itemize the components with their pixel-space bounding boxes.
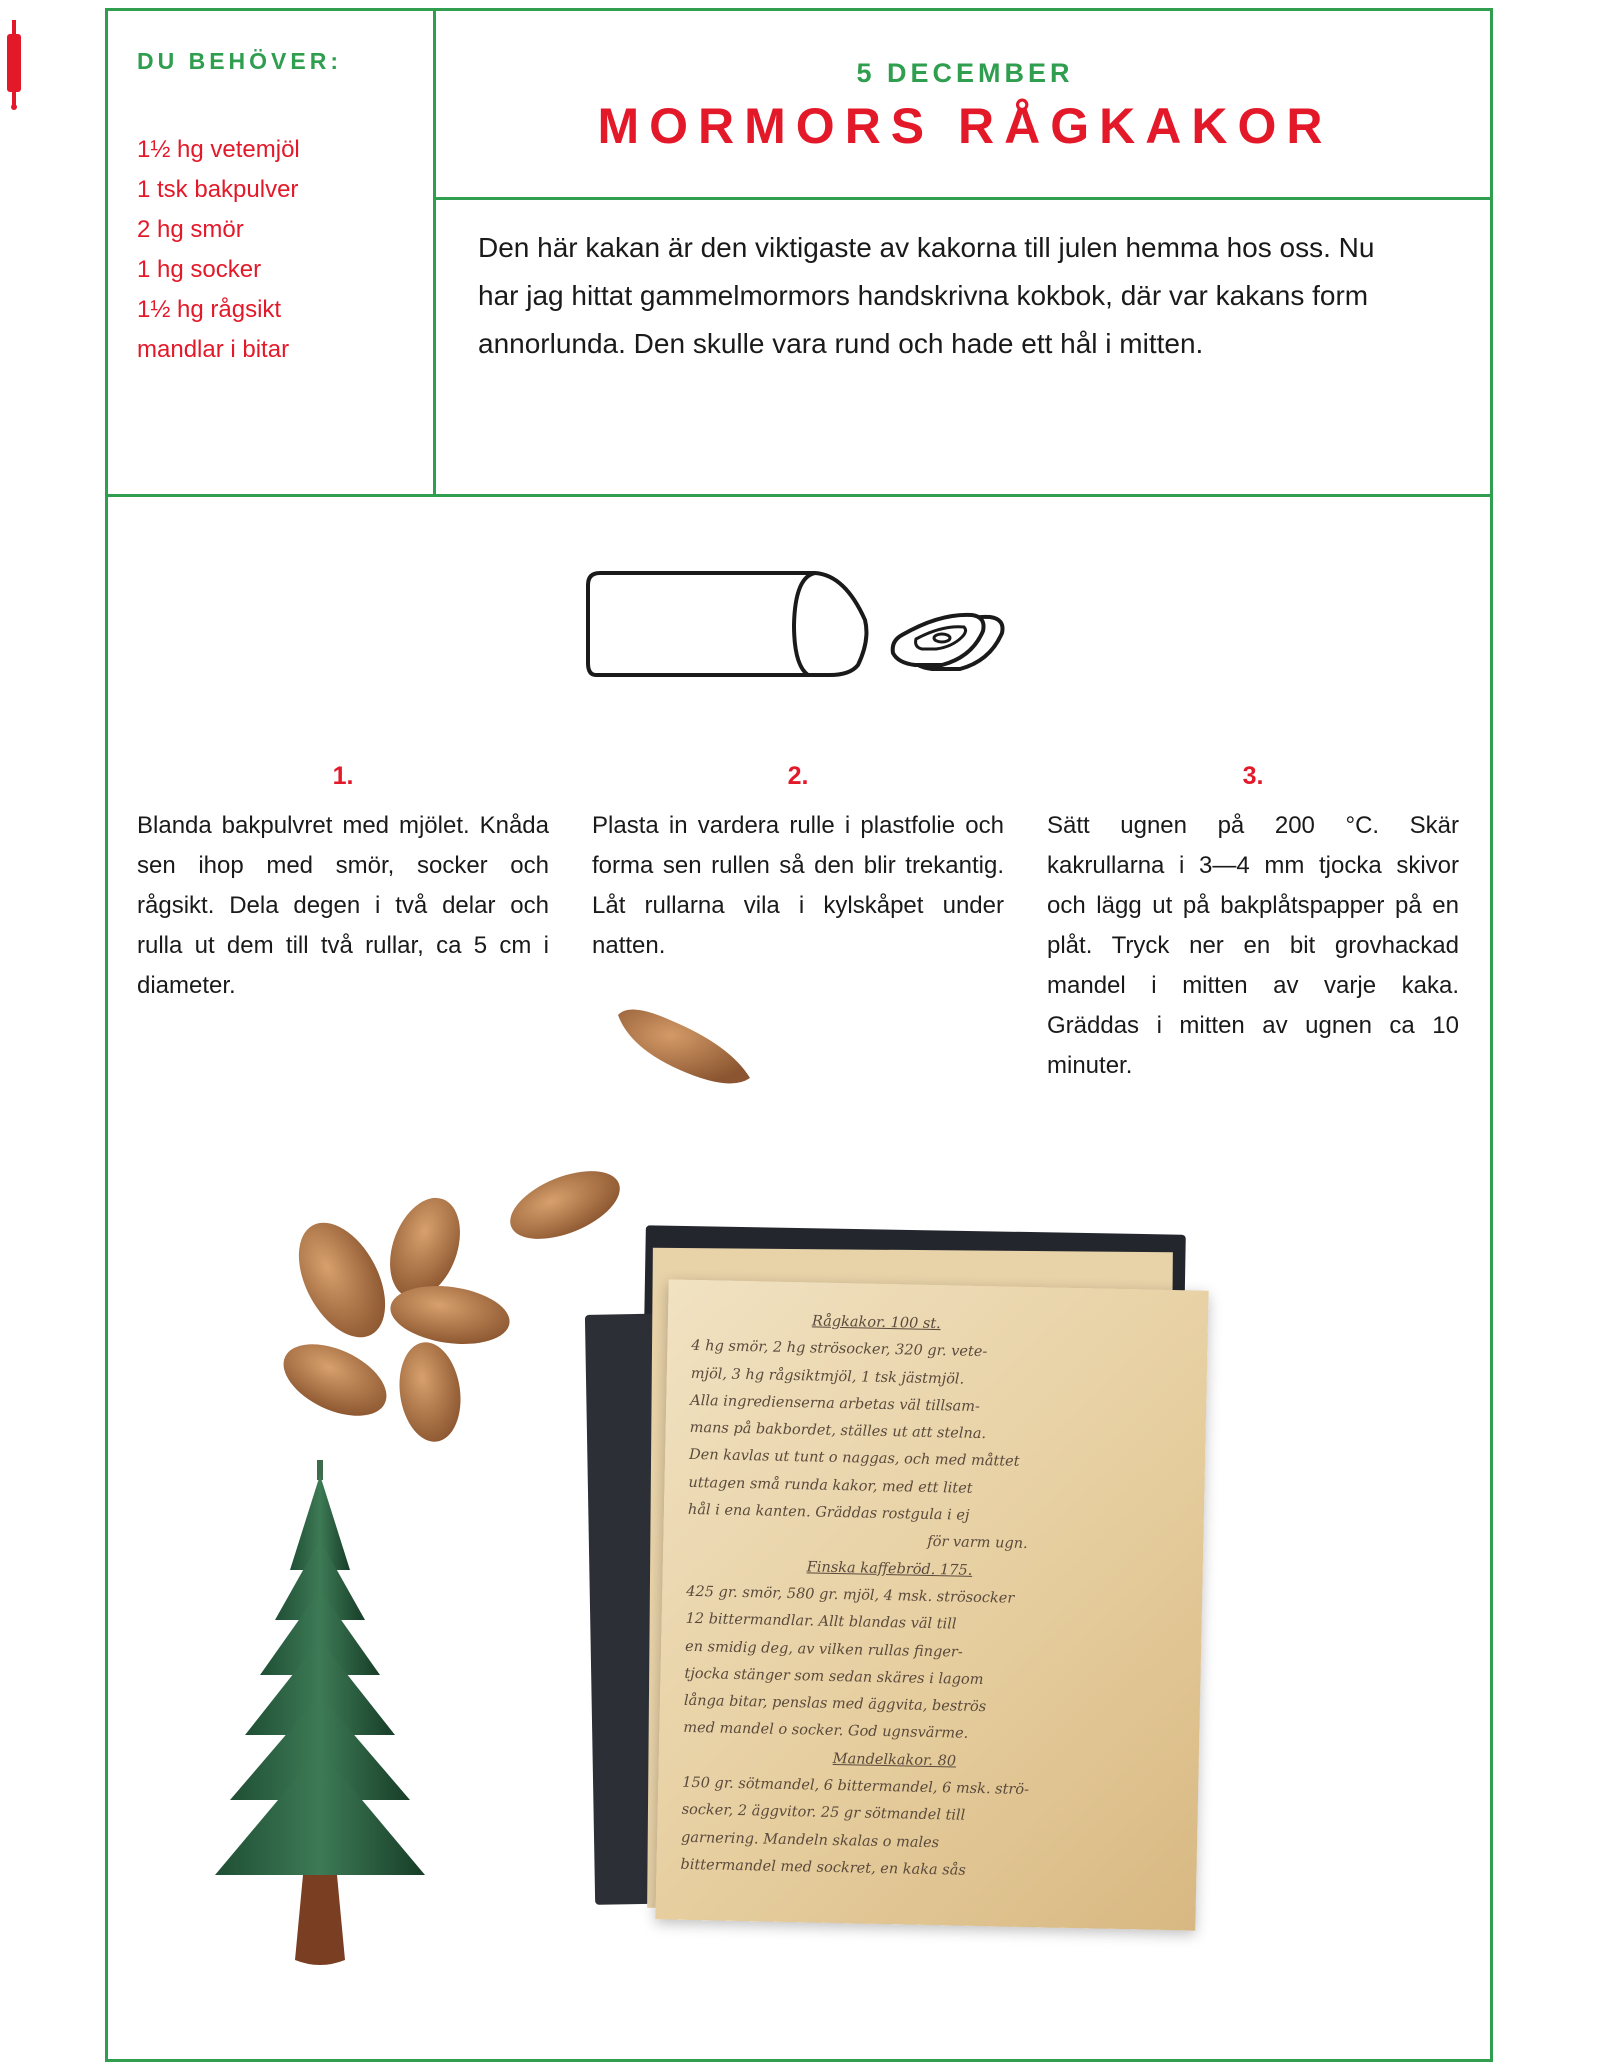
ingredient-item: mandlar i bitar: [137, 336, 290, 363]
recipe-date: 5 DECEMBER: [856, 58, 1074, 88]
handwritten-line: bittermandel med sockret, en kaka sås: [680, 1856, 966, 1879]
ingredients-heading: DU BEHÖVER:: [137, 48, 343, 74]
handwritten-line: uttagen små runda kakor, med ett litet: [688, 1474, 973, 1497]
intro-divider: [433, 197, 1493, 200]
handwritten-line: Rågkakor. 100 st.: [811, 1313, 941, 1333]
step-text: Sätt ugnen på 200 °C. Skär kakrullarna i 3—4 mm tjocka skivor och lägg ut på bakplåtspapper på en plåt. Tryck ner en bit grovhackad mandel i mitten av varje kaka. Gräddas i mitten av ugnen ca 10 minuter.: [1047, 812, 1459, 1079]
christmas-tree-image: [195, 1460, 475, 1980]
ingredient-item: 1 hg socker: [137, 256, 262, 283]
ingredient-item: 2 hg smör: [137, 216, 244, 243]
handwritten-line: en smidig deg, av vilken rullas finger-: [684, 1638, 963, 1661]
handwritten-line: hål i ena kanten. Gräddas rostgula i ej: [687, 1501, 970, 1524]
recipe-notebook-image: [590, 1225, 1230, 1925]
step-text: Plasta in vardera rulle i plastfolie och forma sen rullen så den blir trekantig. Låt rullarna vila i kylskåpet under natten.: [592, 812, 1004, 959]
handwritten-line: mans på bakbordet, ställes ut att stelna.: [689, 1420, 987, 1443]
handwritten-line: Alla ingredienserna arbetas väl tillsam-: [690, 1392, 981, 1415]
step-number: 1.: [332, 762, 354, 790]
dough-roll-illustration: [580, 565, 1030, 685]
ingredient-item: 1½ hg rågsikt: [137, 296, 282, 323]
ingredient-item: 1 tsk bakpulver: [137, 176, 299, 203]
step-number: 3.: [1242, 762, 1264, 790]
handwritten-line: socker, 2 äggvitor. 25 gr sötmandel till: [681, 1802, 966, 1825]
ingredients-list: [137, 130, 300, 370]
handwritten-line: Finska kaffebröd. 175.: [806, 1559, 973, 1579]
step-number: 2.: [787, 762, 809, 790]
handwritten-line: 12 bittermandlar. Allt blandas väl till: [685, 1611, 957, 1633]
ingredient-item: 1½ hg vetemjöl: [137, 136, 300, 163]
header-divider: [105, 494, 1493, 497]
handwritten-line: tjocka stänger som sedan skäres i lagom: [684, 1665, 984, 1688]
handwritten-recipes: [680, 1306, 1184, 1889]
step-text: Blanda bakpulvret med mjölet. Knåda sen ihop med smör, socker och rågsikt. Dela degen i två delar och rulla ut dem till två rullar, ca 5 cm i diameter.: [137, 812, 549, 999]
column-divider: [433, 8, 436, 496]
notebook-page: [655, 1279, 1208, 1930]
handwritten-line: garnering. Mandeln skalas o males: [680, 1829, 940, 1851]
handwritten-line: 425 gr. smör, 580 gr. mjöl, 4 msk. strösocker: [686, 1583, 1015, 1607]
recipe-title: MORMORS RÅGKAKOR: [597, 98, 1333, 154]
rolling-pin-icon: [5, 20, 23, 110]
handwritten-line: Mandelkakor. 80: [832, 1750, 957, 1770]
handwritten-line: 150 gr. sötmandel, 6 bittermandel, 6 msk. strö-: [682, 1774, 1030, 1799]
handwritten-line: långa bitar, penslas med äggvita, beströs: [683, 1692, 987, 1716]
handwritten-line: med mandel o socker. God ugnsvärme.: [683, 1720, 969, 1743]
handwritten-line: för varm ugn.: [927, 1534, 1028, 1553]
handwritten-line: Den kavlas ut tunt o naggas, och med måttet: [688, 1447, 1020, 1471]
handwritten-line: mjöl, 3 hg rågsiktmjöl, 1 tsk jästmjöl.: [690, 1365, 965, 1388]
almond-image: [610, 1000, 760, 1090]
recipe-intro: Den här kakan är den viktigaste av kakorna till julen hemma hos oss. Nu har jag hittat gammelmormors handskrivna kokbok, där var kakans form annorlunda. Den skulle vara rund och hade ett hål i mitten.: [478, 232, 1375, 359]
handwritten-line: 4 hg smör, 2 hg strösocker, 320 gr. vete-: [691, 1338, 988, 1361]
